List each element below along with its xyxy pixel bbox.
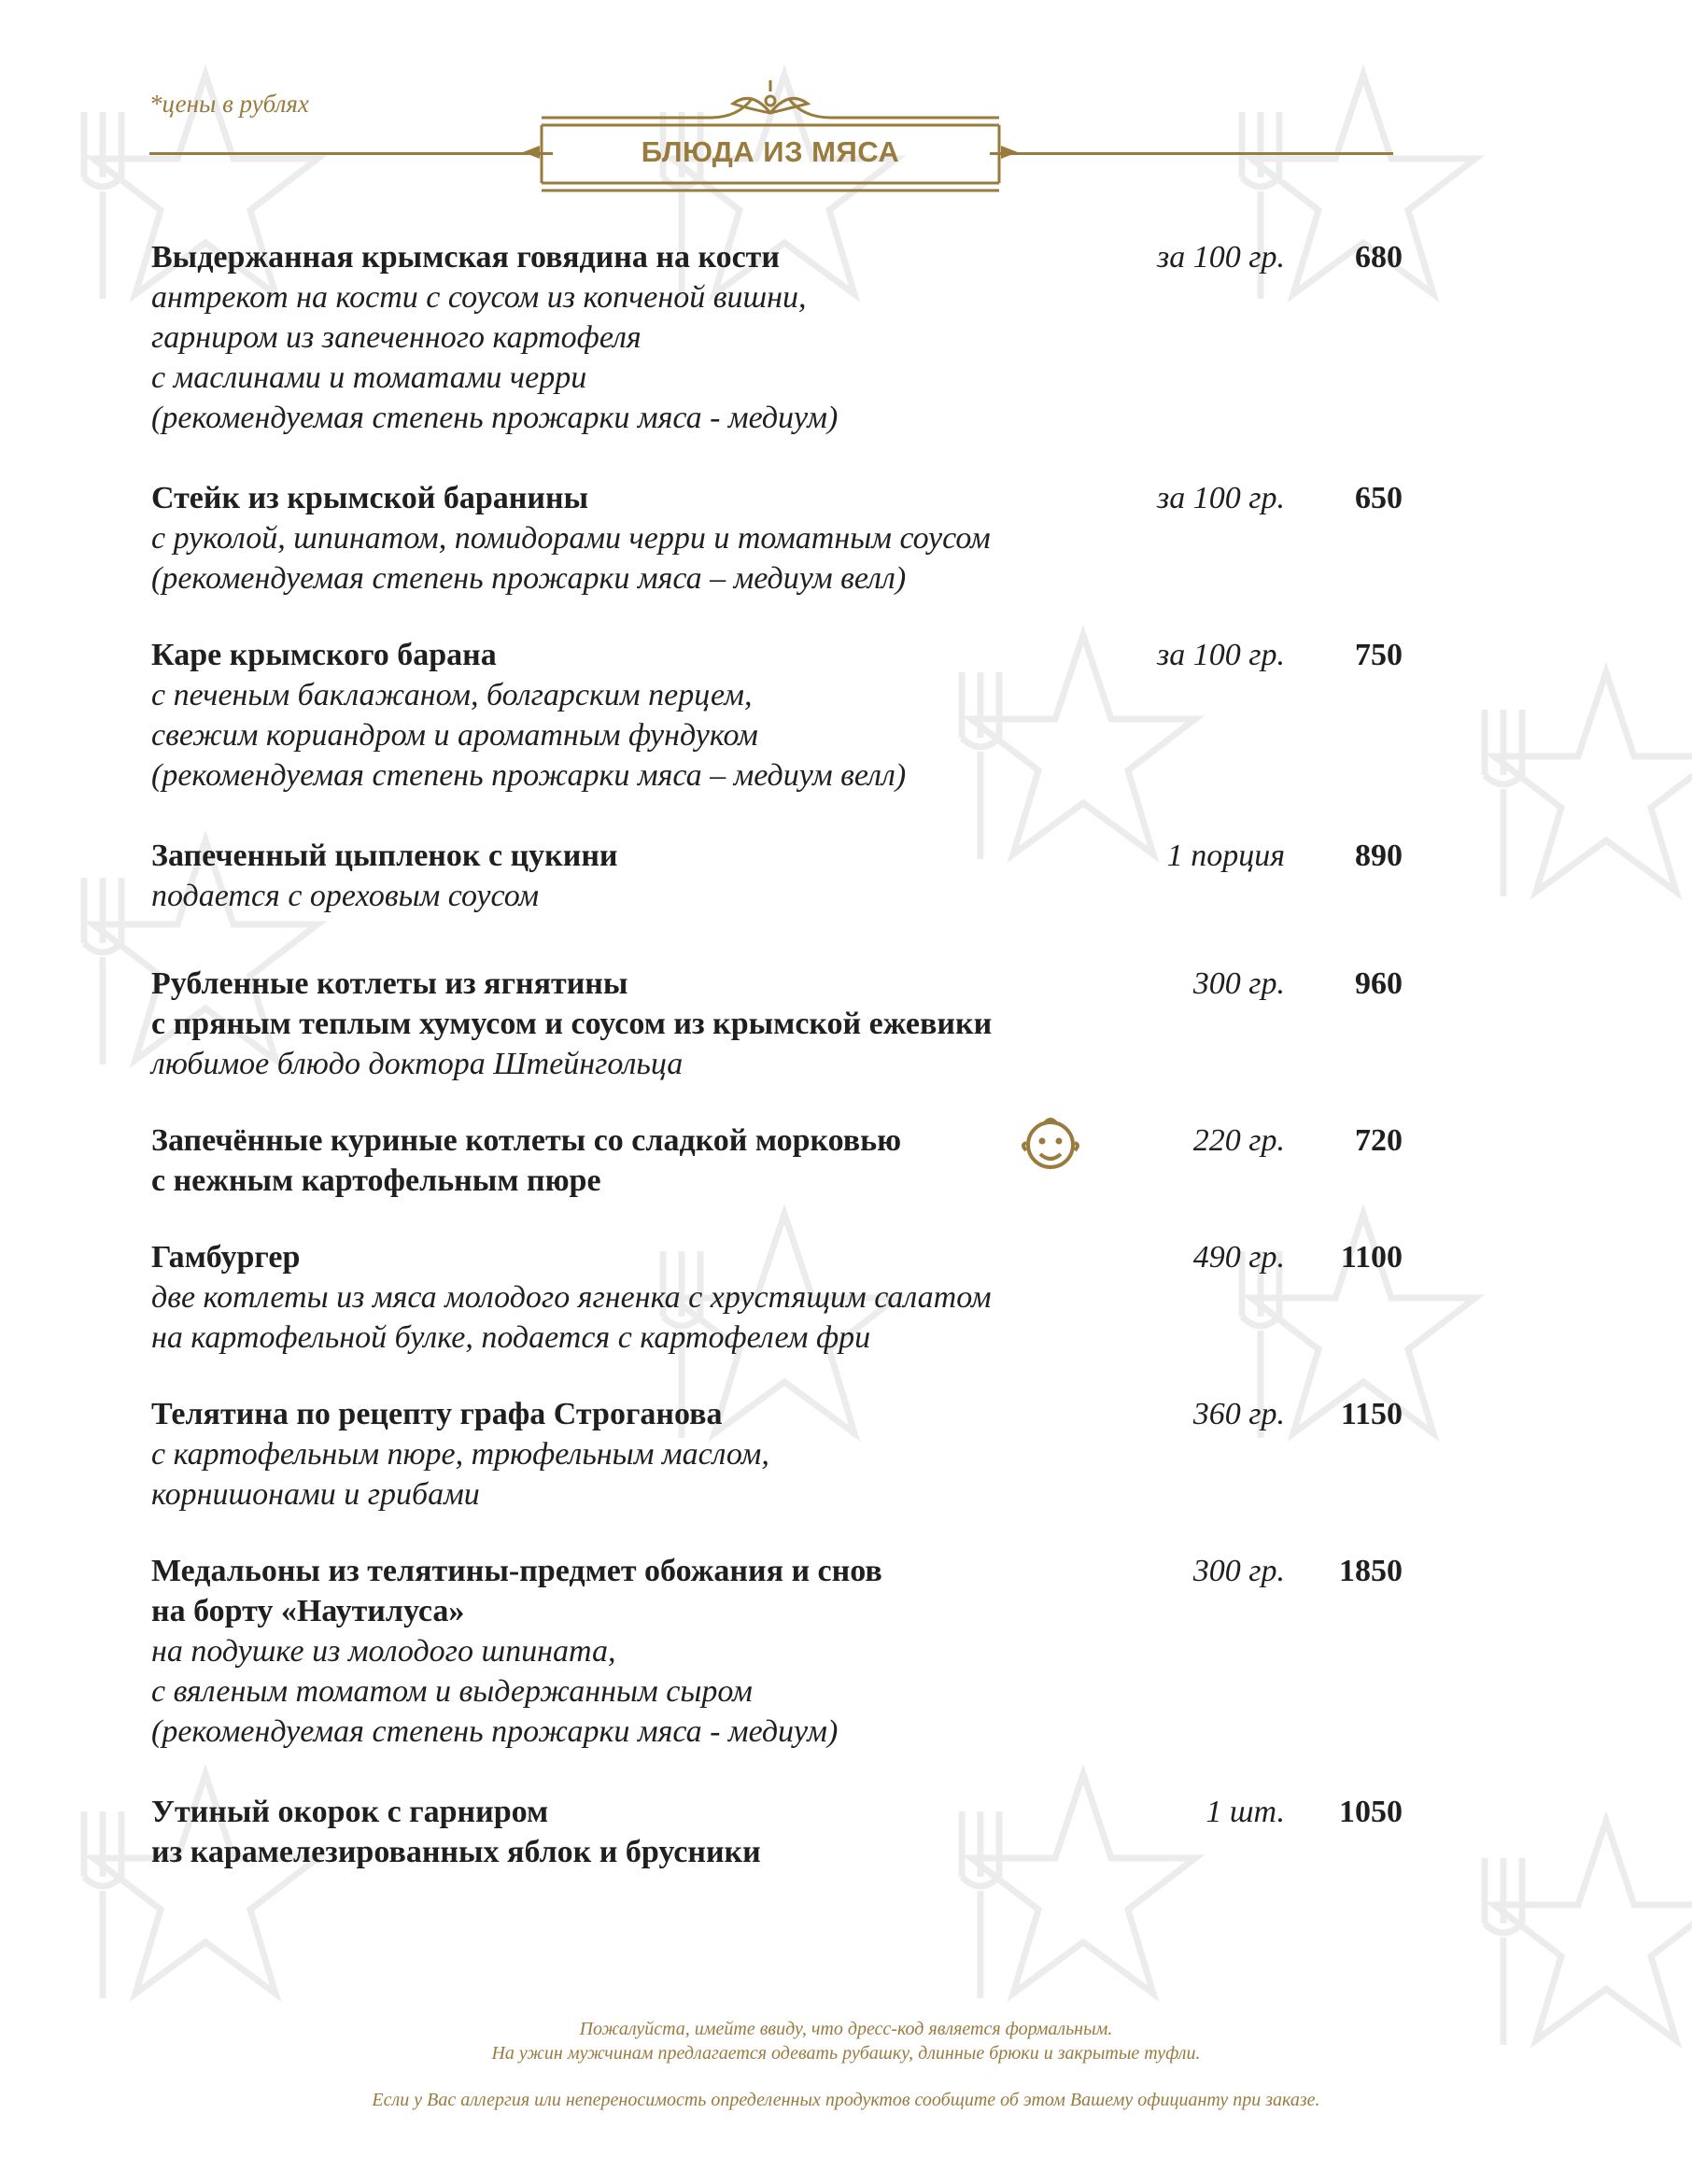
dish-description: любимое блюдо доктора Штейнгольца	[151, 1047, 684, 1081]
dish-description: с картофельным пюре, трюфельным маслом, корнишонами и грибами	[151, 1437, 769, 1512]
dish-portion: 300 гр.	[1192, 1554, 1285, 1588]
menu-item	[151, 964, 1403, 1120]
dish-price: 1100	[1340, 1240, 1403, 1275]
menu-item	[151, 1394, 1403, 1551]
dish-name: Запеченный цыпленок с цукини	[151, 838, 618, 873]
header-line-left	[149, 152, 553, 155]
dish-price: 1850	[1339, 1554, 1403, 1588]
watermark-star-icon	[1494, 1821, 1692, 2040]
watermark-fork-icon	[1485, 710, 1522, 896]
dish-name: Медальоны из телятины-предмет обожания и снов на борту «Наутилуса»	[151, 1554, 882, 1628]
dish-portion: 1 шт.	[1206, 1795, 1285, 1829]
menu-item	[151, 1237, 1403, 1394]
dish-portion: 300 гр.	[1192, 966, 1285, 1001]
dish-price: 960	[1355, 966, 1403, 1001]
watermark-fork-icon	[84, 1811, 121, 1998]
dish-name: Запечённые куриные котлеты со сладкой морковью с нежным картофельным пюре	[151, 1123, 902, 1198]
dish-description: две котлеты из мяса молодого ягненка с хрустящим салатом на картофельной булке, подается с картофелем фри	[151, 1280, 992, 1355]
menu-item	[151, 1551, 1403, 1792]
dish-portion: 220 гр.	[1192, 1123, 1285, 1158]
dish-price: 680	[1355, 240, 1403, 275]
dish-name: Рубленные котлеты из ягнятины с пряным теплым хумусом и соусом из крымской ежевики	[151, 966, 993, 1041]
dish-name: Выдержанная крымская говядина на кости	[151, 240, 780, 275]
dish-name: Телятина по рецепту графа Строганова	[151, 1397, 723, 1431]
watermark-fork-icon	[84, 878, 121, 1064]
dish-name: Каре крымского барана	[151, 638, 497, 672]
dish-name: Гамбургер	[151, 1240, 301, 1275]
dish-portion: за 100 гр.	[1156, 240, 1285, 275]
dish-description: подается с ореховым соусом	[151, 879, 540, 913]
child-face-icon	[1018, 1111, 1083, 1171]
dish-price: 650	[1355, 481, 1403, 515]
dish-portion: 490 гр.	[1192, 1240, 1285, 1275]
menu-item	[151, 237, 1403, 478]
dish-price: 750	[1355, 638, 1403, 672]
menu-list	[151, 237, 1403, 1885]
dish-name: Утиный окорок с гарниром из карамелезированных яблок и брусники	[151, 1795, 761, 1869]
menu-item	[151, 1792, 1403, 1885]
dish-name: Стейк из крымской баранины	[151, 481, 589, 515]
dish-portion: за 100 гр.	[1156, 481, 1285, 515]
allergy-note: Если у Вас аллергия или непереносимость определенных продуктов сообщите об этом Вашему официанту при заказе.	[372, 2090, 1320, 2110]
section-title: БЛЮДА ИЗ МЯСА	[641, 135, 900, 168]
menu-item	[151, 836, 1403, 964]
price-note: *цены в рублях	[149, 90, 309, 118]
dish-description: с печеным баклажаном, болгарским перцем, свежим кориандром и ароматным фундуком (рекомендуемая степень прожарки мяса – медиум велл)	[151, 678, 907, 793]
menu-item	[151, 1120, 1403, 1237]
dish-price: 890	[1355, 838, 1403, 873]
dish-description: на подушке из молодого шпината, с вяленым томатом и выдержанным сыром (рекомендуемая степень прожарки мяса - медиум)	[151, 1634, 839, 1749]
dish-price: 720	[1355, 1123, 1403, 1158]
menu-item	[151, 635, 1403, 836]
dish-price: 1050	[1339, 1795, 1403, 1829]
dish-price: 1150	[1340, 1397, 1403, 1431]
dress-code-note: Пожалуйста, имейте ввиду, что дресс-код является формальным. На ужин мужчинам предлагается одевать рубашку, длинные брюки и закрытые туфли.	[491, 2019, 1201, 2064]
watermark-star-icon	[1494, 672, 1692, 892]
dish-portion: 360 гр.	[1192, 1397, 1285, 1431]
dish-description: антрекот на кости с соусом из копченой вишни, гарниром из запеченного картофеля с маслинами и томатами черри (рекомендуемая степень прожарки мяса - медиум)	[151, 280, 839, 435]
dish-description: с руколой, шпинатом, помидорами черри и томатным соусом (рекомендуемая степень прожарки мяса – медиум велл)	[151, 521, 991, 596]
menu-item	[151, 478, 1403, 635]
watermark-fork-icon	[84, 112, 121, 299]
dish-portion: за 100 гр.	[1156, 638, 1285, 672]
header-line-right	[990, 152, 1393, 155]
dish-portion: 1 порция	[1166, 838, 1285, 873]
